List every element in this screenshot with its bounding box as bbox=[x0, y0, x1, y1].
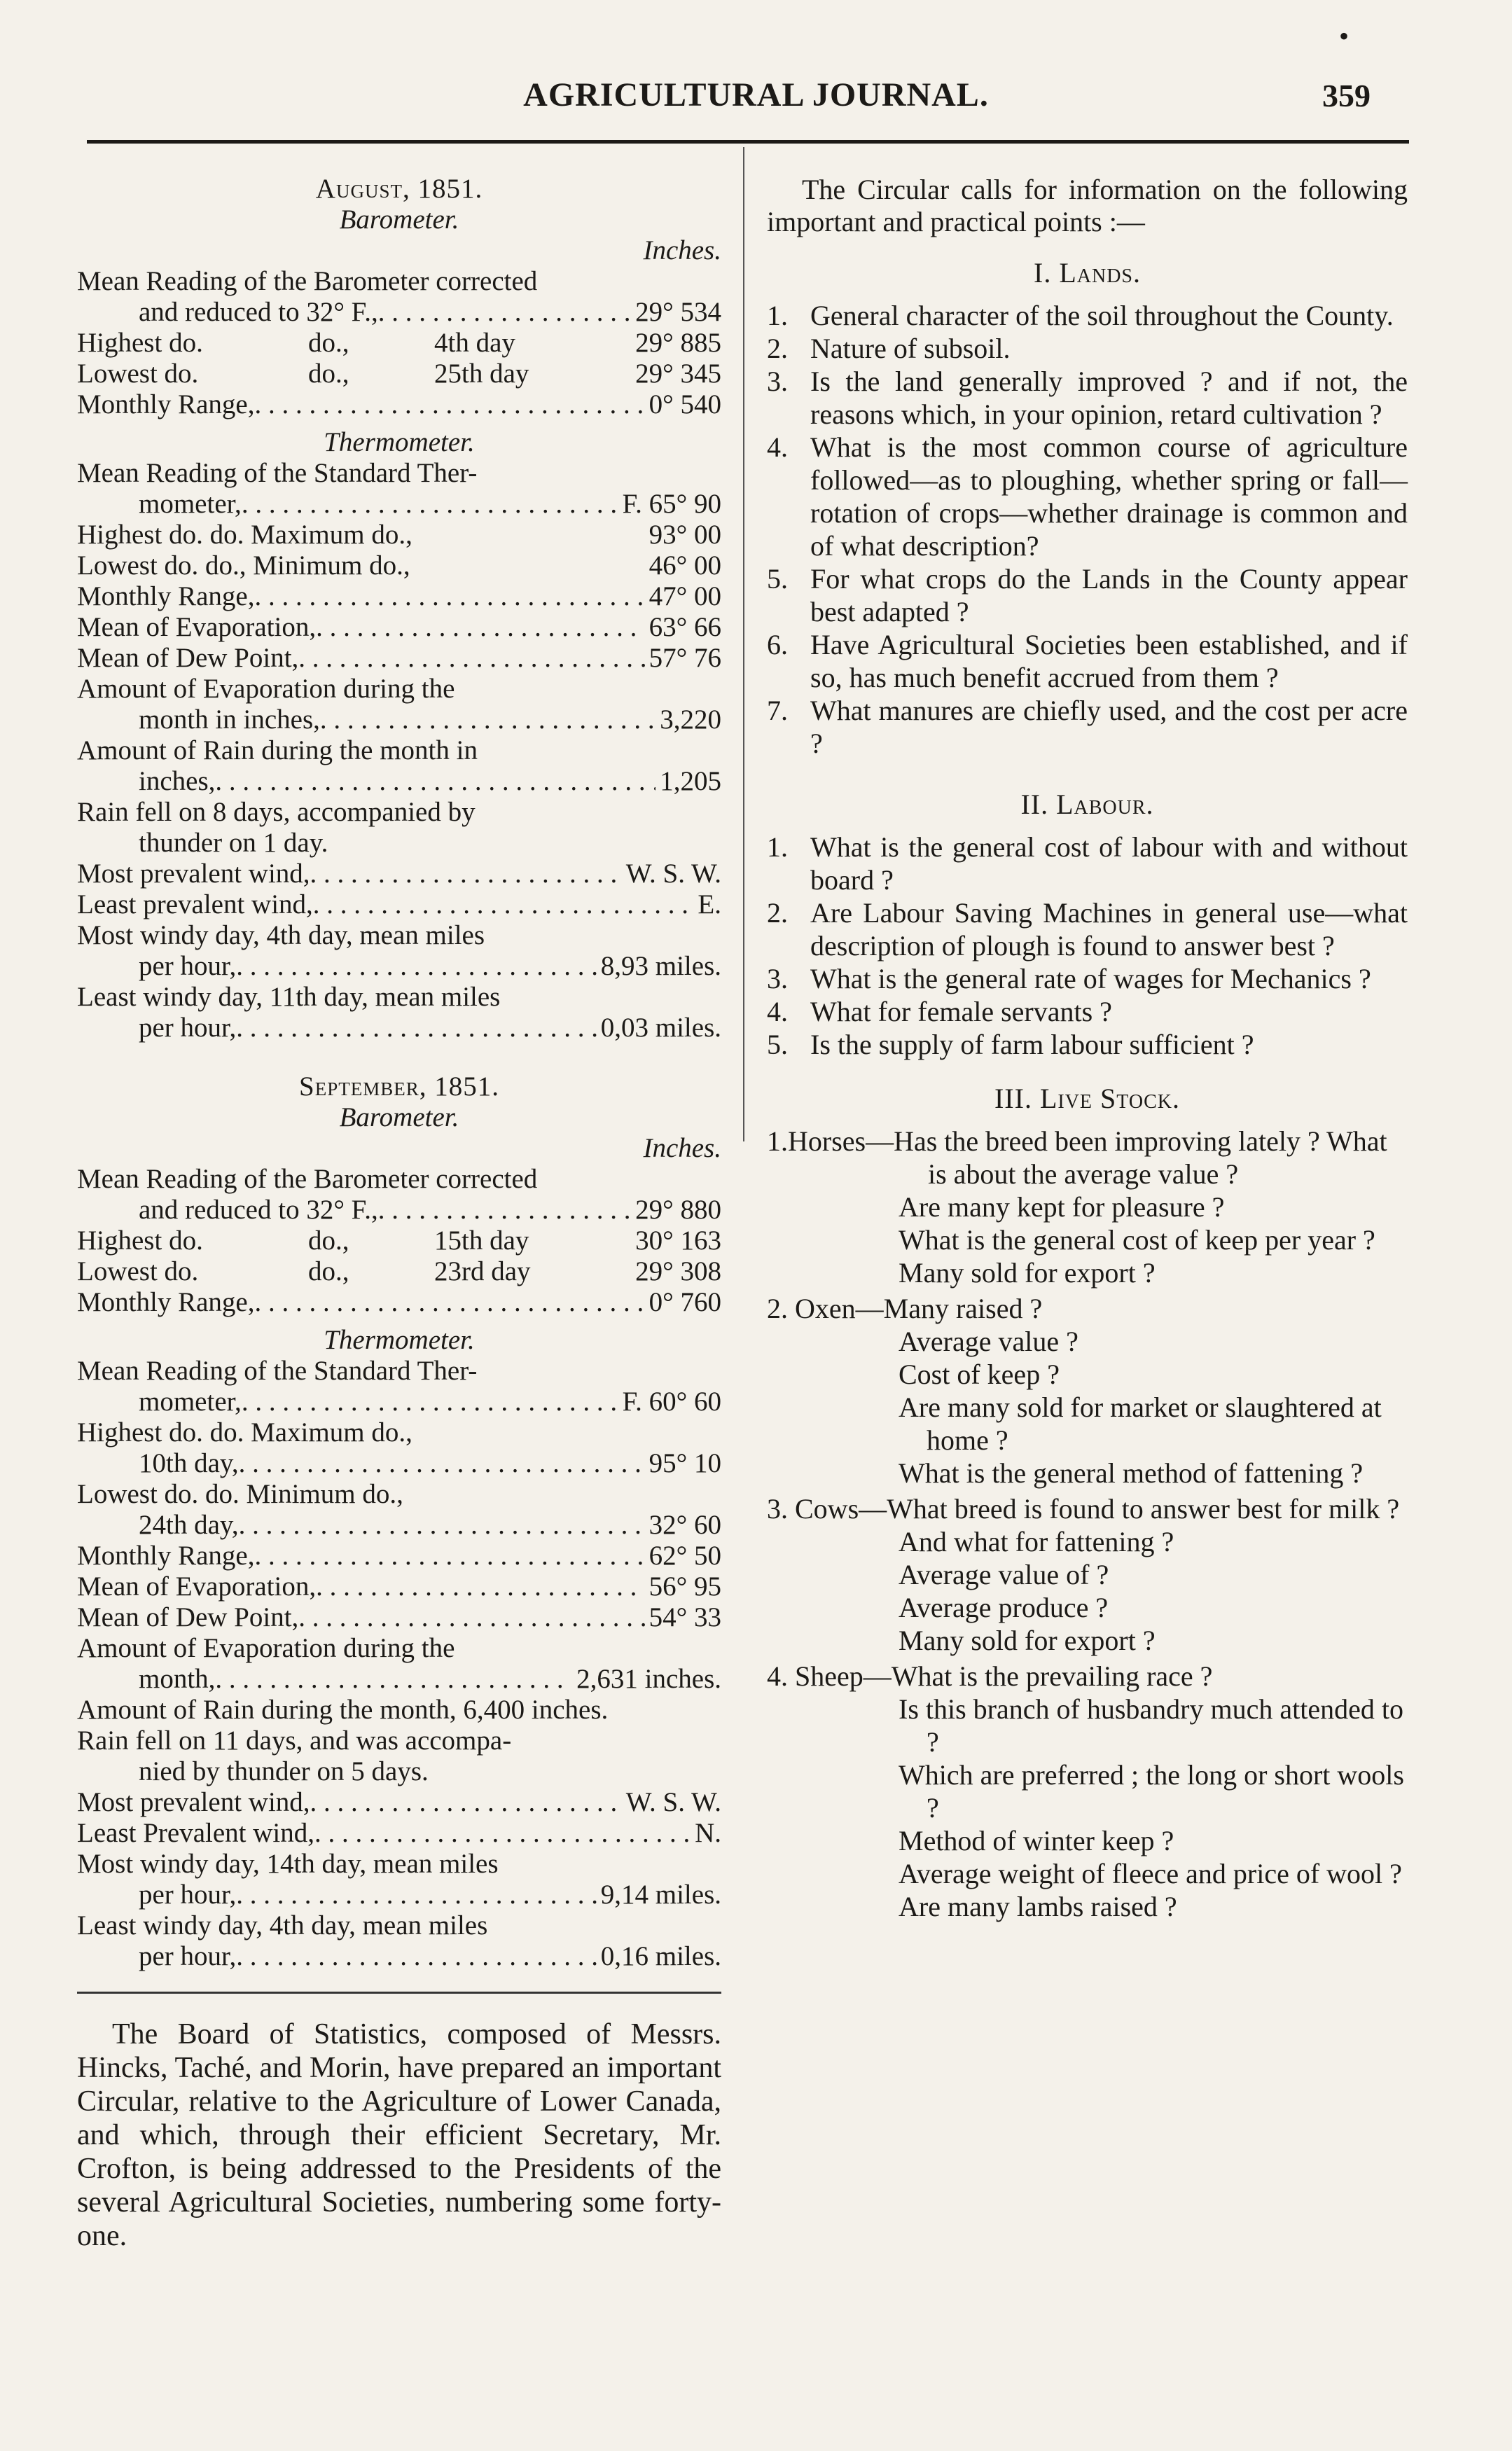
sep-rain-days-l1: Rain fell on 11 days, and was accompa- bbox=[77, 1726, 512, 1756]
lands-item-text: What manures are chiefly used, and the cost per acre ? bbox=[810, 695, 1408, 759]
cows-question: Average produce ? bbox=[899, 1592, 1109, 1623]
lands-item bbox=[767, 365, 1408, 431]
oxen-lead: 2. Oxen—Many raised ? bbox=[767, 1293, 1043, 1324]
lands-item bbox=[767, 332, 1408, 365]
oxen-question: Average value ? bbox=[899, 1326, 1078, 1357]
aug-windy-l1: Most windy day, 4th day, mean miles bbox=[77, 920, 485, 950]
aug-therm-mean-l1: Mean Reading of the Standard Ther- bbox=[77, 458, 478, 488]
aug-therm-evap: Mean of Evaporation, . . . 63° 66 bbox=[77, 612, 721, 643]
august-thermometer-heading: Thermometer. bbox=[324, 427, 475, 457]
right-column bbox=[767, 174, 1408, 1923]
section-separator bbox=[77, 1992, 721, 1994]
lands-item bbox=[767, 562, 1408, 628]
sheep-question: Which are preferred ; the long or short wools ? bbox=[899, 1759, 1404, 1824]
sep-evap-amount-l1: Amount of Evaporation during the bbox=[77, 1633, 455, 1663]
cows-question: Many sold for export ? bbox=[899, 1625, 1156, 1656]
journal-title: AGRICULTURAL JOURNAL. bbox=[523, 76, 989, 113]
labour-item bbox=[767, 962, 1408, 995]
aug-therm-mean: mometer, . . . F. 65° 90 bbox=[77, 489, 721, 520]
sep-therm-lowest-l1: Lowest do. do. Minimum do., bbox=[77, 1479, 403, 1509]
labour-item-text: What is the general cost of labour with and without board ? bbox=[810, 831, 1408, 896]
lands-item-number: 1. bbox=[767, 300, 788, 331]
lands-item bbox=[767, 694, 1408, 760]
column-rule bbox=[743, 147, 744, 1141]
oxen-question: Cost of keep ? bbox=[899, 1359, 1060, 1390]
lands-item-number: 6. bbox=[767, 629, 788, 660]
horses-question: Many sold for export ? bbox=[899, 1257, 1156, 1289]
horses-question: What is the general cost of keep per year ? bbox=[899, 1224, 1375, 1256]
labour-item-number: 5. bbox=[767, 1029, 788, 1060]
aug-least-windy-l1: Least windy day, 11th day, mean miles bbox=[77, 982, 501, 1012]
sep-therm-highest-l1: Highest do. do. Maximum do., bbox=[77, 1417, 412, 1447]
header-rule bbox=[87, 140, 1409, 144]
aug-evap-amount: month in inches, . . . 3,220 bbox=[77, 704, 721, 735]
september-barometer-heading: Barometer. bbox=[339, 1102, 459, 1132]
left-column bbox=[77, 174, 721, 2253]
aug-rain-amount: inches, . . . 1,205 bbox=[77, 766, 721, 797]
aug-baro-mean: and reduced to 32° F., . . . 29° 534 bbox=[77, 297, 721, 328]
sheep-question: Are many lambs raised ? bbox=[899, 1891, 1177, 1922]
sep-least-windy-l1: Least windy day, 4th day, mean miles bbox=[77, 1910, 488, 1940]
horses-question: Are many kept for pleasure ? bbox=[899, 1191, 1225, 1223]
lands-list bbox=[767, 299, 1408, 760]
august-unit-label: Inches. bbox=[643, 235, 721, 265]
aug-baro-lowest: Lowest do. do., 25th day 29° 345 bbox=[77, 359, 721, 389]
sep-therm-highest: 10th day, . . . 95° 10 bbox=[77, 1448, 721, 1479]
lands-item bbox=[767, 431, 1408, 562]
lands-item-text: General character of the soil throughout the County. bbox=[810, 300, 1394, 331]
labour-list bbox=[767, 831, 1408, 1061]
labour-item-number: 4. bbox=[767, 996, 788, 1027]
lands-item-number: 5. bbox=[767, 563, 788, 595]
sheep-question: Method of winter keep ? bbox=[899, 1825, 1174, 1856]
board-paragraph: The Board of Statistics, composed of Messrs. Hincks, Taché, and Morin, have prepared an important Circular, relative to the Agriculture of Lower Canada, and which, through their efficient Secretary, Mr. Crofton, is being addressed to the Presidents of the several Agricultural Societies, numbering some forty-one. bbox=[77, 2018, 721, 2252]
labour-item-text: Is the supply of farm labour sufficient ? bbox=[810, 1029, 1254, 1060]
sep-therm-dew: Mean of Dew Point, . . . 54° 33 bbox=[77, 1602, 721, 1633]
sheep-questions bbox=[767, 1693, 1408, 1923]
labour-item-number: 3. bbox=[767, 963, 788, 994]
sep-therm-evap: Mean of Evaporation, . . . 56° 95 bbox=[77, 1571, 721, 1602]
labour-item-text: What is the general rate of wages for Mechanics ? bbox=[810, 963, 1371, 994]
labour-heading: II. Labour. bbox=[1020, 789, 1154, 820]
sep-baro-range: Monthly Range, . . . 0° 760 bbox=[77, 1287, 721, 1318]
aug-least-wind: Least prevalent wind, . . . E. bbox=[77, 889, 721, 920]
oxen-questions bbox=[767, 1325, 1408, 1490]
lands-item-text: Nature of subsoil. bbox=[810, 333, 1011, 364]
cows-questions bbox=[767, 1525, 1408, 1657]
sep-least-windy-day: per hour, . . . 0,16 miles. bbox=[77, 1941, 721, 1972]
aug-prevalent-wind: Most prevalent wind, . . . W. S. W. bbox=[77, 859, 721, 889]
aug-rain-l1: Amount of Rain during the month in bbox=[77, 735, 478, 765]
aug-baro-mean-l1: Mean Reading of the Barometer corrected bbox=[77, 266, 538, 296]
lands-item-text: What is the most common course of agriculture followed—as to ploughing, whether spring or fall—rotation of crops—whether drainage is common and of what description? bbox=[810, 431, 1408, 562]
aug-rain-days-l2: thunder on 1 day. bbox=[139, 828, 328, 858]
horses-lead: 1.Horses—Has the breed been improving lately ? What is about the average value ? bbox=[767, 1125, 1387, 1190]
sep-baro-mean: and reduced to 32° F., . . . 29° 880 bbox=[77, 1195, 721, 1226]
labour-item-text: Are Labour Saving Machines in general use—what description of plough is found to answer best ? bbox=[810, 897, 1408, 961]
lands-item-text: For what crops do the Lands in the County appear best adapted ? bbox=[810, 563, 1408, 627]
sep-windy-day: per hour, . . . 9,14 miles. bbox=[77, 1880, 721, 1910]
labour-item bbox=[767, 995, 1408, 1028]
livestock-heading: III. Live Stock. bbox=[994, 1083, 1180, 1114]
sep-evap-amount: month, . . . 2,631 inches. bbox=[77, 1664, 721, 1695]
circular-intro: The Circular calls for information on the following important and practical points :— bbox=[767, 174, 1408, 237]
sep-windy-l1: Most windy day, 14th day, mean miles bbox=[77, 1849, 499, 1879]
aug-baro-range: Monthly Range, . . . 0° 540 bbox=[77, 389, 721, 420]
header-dot: • bbox=[1339, 20, 1350, 52]
aug-evap-amount-l1: Amount of Evaporation during the bbox=[77, 674, 455, 704]
lands-item bbox=[767, 628, 1408, 694]
oxen-question: Are many sold for market or slaughtered at home ? bbox=[899, 1391, 1382, 1456]
aug-therm-range: Monthly Range, . . . 47° 00 bbox=[77, 581, 721, 612]
sheep-question: Is this branch of husbandry much attended to ? bbox=[899, 1693, 1403, 1758]
labour-item bbox=[767, 896, 1408, 962]
labour-item-text: What for female servants ? bbox=[810, 996, 1112, 1027]
sep-baro-mean-l1: Mean Reading of the Barometer corrected bbox=[77, 1164, 538, 1194]
sep-least-wind: Least Prevalent wind, . . . N. bbox=[77, 1818, 721, 1849]
oxen-question: What is the general method of fattening ? bbox=[899, 1457, 1364, 1489]
lands-item-number: 3. bbox=[767, 366, 788, 397]
august-title: August, 1851. bbox=[315, 174, 483, 204]
labour-item bbox=[767, 1028, 1408, 1061]
sep-rain-days-l2: nied by thunder on 5 days. bbox=[139, 1756, 429, 1786]
september-title: September, 1851. bbox=[299, 1071, 499, 1102]
lands-item bbox=[767, 299, 1408, 332]
labour-item bbox=[767, 831, 1408, 896]
lands-item-number: 4. bbox=[767, 431, 788, 463]
sep-therm-mean-l1: Mean Reading of the Standard Ther- bbox=[77, 1356, 478, 1386]
labour-item-number: 2. bbox=[767, 897, 788, 929]
lands-item-text: Have Agricultural Societies been established, and if so, has much benefit accrued from them ? bbox=[810, 629, 1408, 693]
lands-item-number: 2. bbox=[767, 333, 788, 364]
sep-therm-range: Monthly Range, . . . 62° 50 bbox=[77, 1541, 721, 1571]
sheep-lead: 4. Sheep—What is the prevailing race ? bbox=[767, 1660, 1213, 1692]
aug-windy-day: per hour, . . . 8,93 miles. bbox=[77, 951, 721, 982]
lands-heading: I. Lands. bbox=[1034, 257, 1141, 289]
september-unit-label: Inches. bbox=[643, 1133, 721, 1163]
aug-therm-lowest: Lowest do. do., Minimum do., 46° 00 bbox=[77, 550, 721, 581]
sep-therm-mean: mometer, . . . F. 60° 60 bbox=[77, 1387, 721, 1417]
labour-item-number: 1. bbox=[767, 831, 788, 863]
cows-question: And what for fattening ? bbox=[899, 1526, 1174, 1557]
sep-baro-lowest: Lowest do. do., 23rd day 29° 308 bbox=[77, 1256, 721, 1286]
aug-therm-highest: Highest do. do. Maximum do., 93° 00 bbox=[77, 520, 721, 550]
lands-item-number: 7. bbox=[767, 695, 788, 726]
sep-prevalent-wind: Most prevalent wind, . . . W. S. W. bbox=[77, 1787, 721, 1818]
sep-baro-highest: Highest do. do., 15th day 30° 163 bbox=[77, 1226, 721, 1256]
august-barometer-heading: Barometer. bbox=[339, 204, 459, 235]
september-thermometer-heading: Thermometer. bbox=[324, 1325, 475, 1355]
cows-lead: 3. Cows—What breed is found to answer best for milk ? bbox=[767, 1493, 1400, 1525]
aug-least-windy-day: per hour, . . . 0,03 miles. bbox=[77, 1013, 721, 1043]
aug-therm-dew: Mean of Dew Point, . . . 57° 76 bbox=[77, 643, 721, 674]
sheep-question: Average weight of fleece and price of wool ? bbox=[899, 1858, 1402, 1889]
lands-item-text: Is the land generally improved ? and if not, the reasons which, in your opinion, retard cultivation ? bbox=[810, 366, 1408, 430]
sep-rain-amount: Amount of Rain during the month, 6,400 inches. bbox=[77, 1695, 609, 1725]
sep-therm-lowest: 24th day, . . . 32° 60 bbox=[77, 1510, 721, 1541]
aug-rain-days-l1: Rain fell on 8 days, accompanied by bbox=[77, 797, 476, 827]
aug-baro-highest: Highest do. do., 4th day 29° 885 bbox=[77, 328, 721, 358]
horses-questions bbox=[767, 1190, 1408, 1289]
page-number: 359 bbox=[1322, 78, 1371, 113]
cows-question: Average value of ? bbox=[899, 1559, 1109, 1590]
